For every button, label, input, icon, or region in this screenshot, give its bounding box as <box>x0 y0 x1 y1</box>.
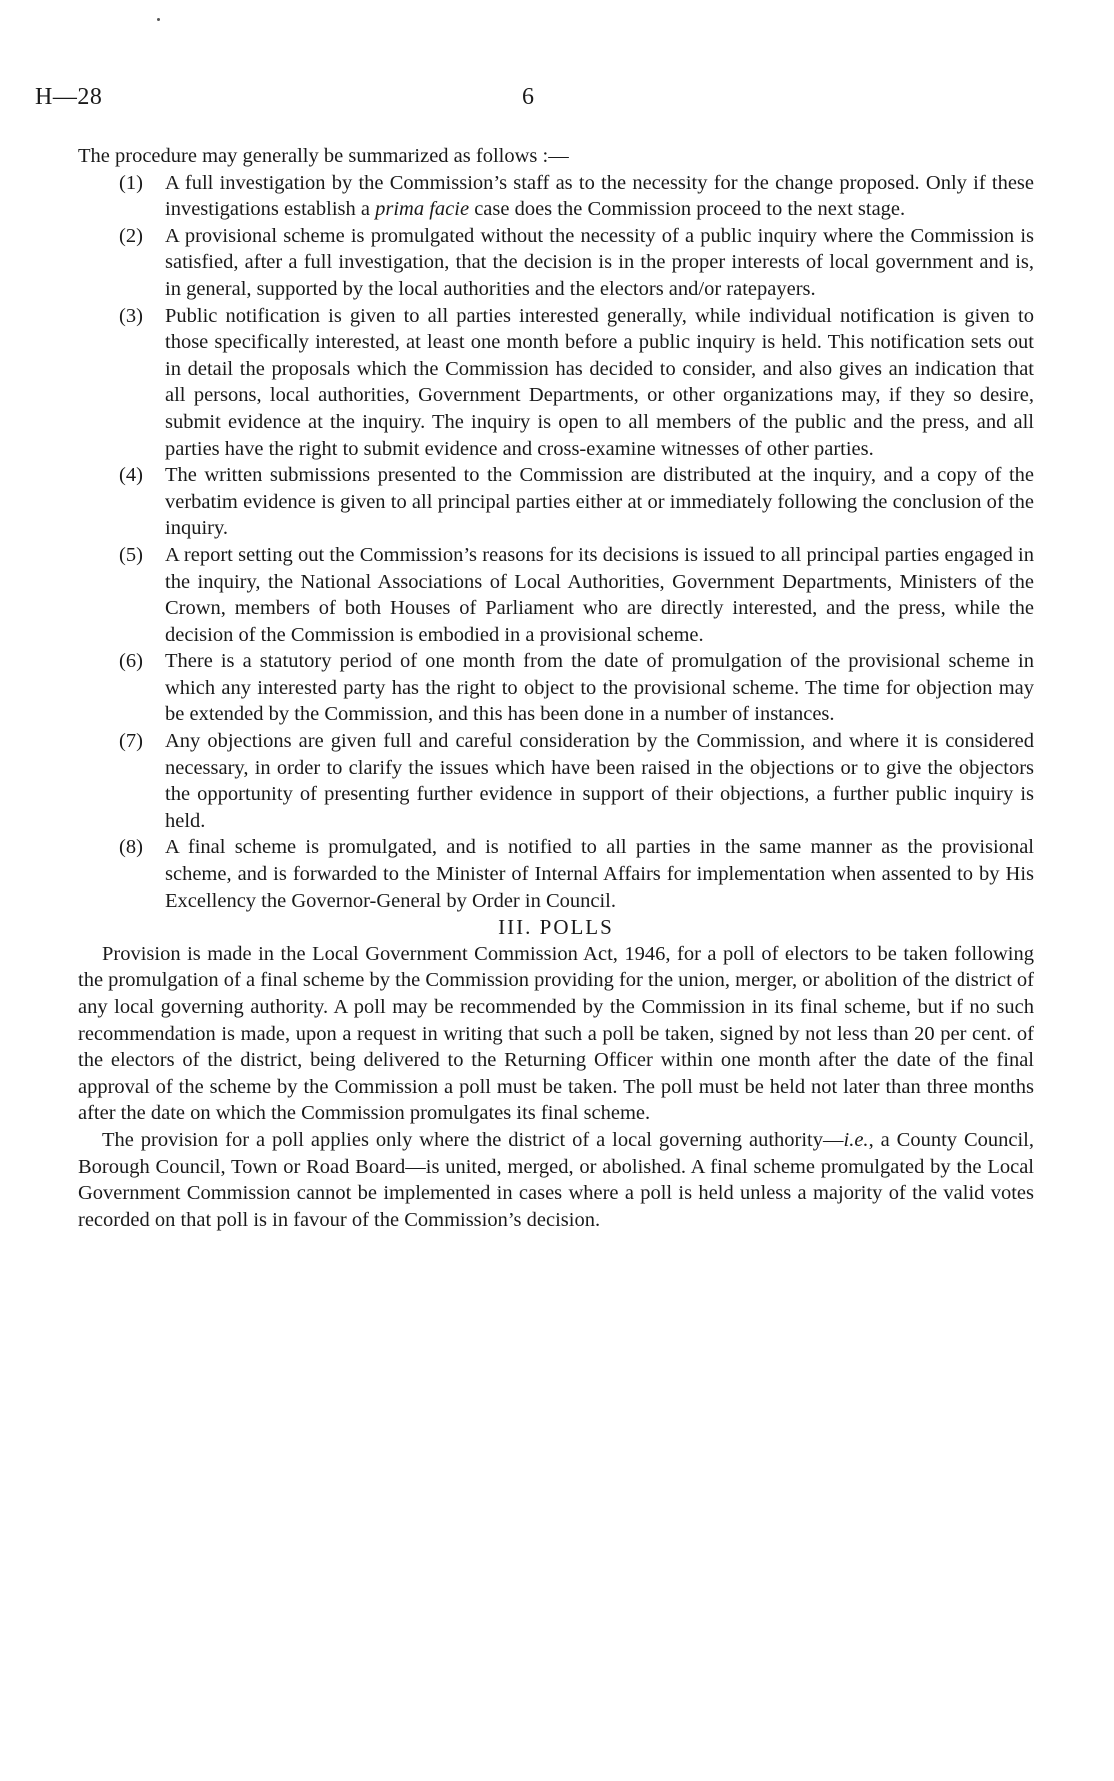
list-item <box>78 648 1034 728</box>
list-item <box>78 223 1034 303</box>
list-item <box>78 170 1034 223</box>
item-text: The written submissions presented to the Commission are distributed at the inquiry, and a copy of the verbatim evidence is given to all principal parties either at or immediately following the conclusion of the inquiry. <box>165 464 1034 540</box>
paragraph-text: , a County Council, Borough Council, Town or Road Board—is united, merged, or abolished. A final scheme promulgated by the Local Government Commission cannot be implemented in cases where a poll is held unless a majority of the valid votes recorded on that poll is in favour of the Commission’s decision. <box>78 1128 1034 1231</box>
list-item <box>78 462 1034 542</box>
scan-speck <box>157 18 160 21</box>
item-text: A report setting out the Commission’s reasons for its decisions is issued to all principal parties engaged in the inquiry, the National Associations of Local Authorities, Government Departments, Ministers of the Crown, members of both Houses of Parliament who are directly interested, and the press, while the decision of the Commission is embodied in a provisional scheme. <box>165 543 1034 646</box>
item-text: Public notification is given to all parties interested generally, while individual notification is given to those specifically interested, at least one month before a public inquiry is held. This notification sets out in detail the proposals which the Commission has decided to consider, and also gives an indication that all persons, local authorities, Government Departments, or other organizations may, if they so desire, submit evidence at the inquiry. The inquiry is open to all members of the public and the press, and all parties have the right to submit evidence and cross-examine witnesses of other parties. <box>165 304 1034 460</box>
item-number: (2) <box>119 224 143 247</box>
section-heading: III. POLLS <box>498 915 614 940</box>
page-header <box>0 84 1114 114</box>
item-number: (4) <box>119 464 143 487</box>
body-paragraph <box>78 1127 1034 1233</box>
item-text: A full investigation by the Commission’s staff as to the necessity for the change proposed. Only if these investigations establish a <box>165 171 1034 221</box>
list-item <box>78 834 1034 914</box>
item-text: There is a statutory period of one month from the date of promulgation of the provisional scheme in which any interested party has the right to object to the provisional scheme. The time for objection may be extended by the Commission, and this has been done in a number of instances. <box>165 650 1034 726</box>
list-item <box>78 728 1034 834</box>
page-body <box>78 143 1034 1233</box>
item-number: (5) <box>119 543 143 566</box>
item-text: A final scheme is promulgated, and is notified to all parties in the same manner as the provisional scheme, and is forwarded to the Minister of Internal Affairs for implementation when assented to by His Excellency the Governor-General by Order in Council. <box>165 836 1034 912</box>
paragraph-text-italic: i.e. <box>843 1128 869 1151</box>
item-text-italic: prima facie <box>375 198 470 221</box>
item-text: Any objections are given full and careful consideration by the Commission, and where it is considered necessary, in order to clarify the issues which have been raised in the objections or to give the objectors the opportunity of presenting further evidence in support of their objections, a further public inquiry is held. <box>165 730 1034 832</box>
item-number: (3) <box>119 304 143 327</box>
document-code: H—28 <box>35 84 103 110</box>
item-number: (8) <box>119 836 143 859</box>
item-text: case does the Commission proceed to the next stage. <box>469 198 906 221</box>
item-text: A provisional scheme is promulgated without the necessity of a public inquiry where the Commission is satisfied, after a full investigation, that the decision is in the proper interests of local government and is, in general, supported by the local authorities and the electors and/or ratepayers. <box>165 224 1034 300</box>
paragraph-text: The provision for a poll applies only where the district of a local governing authority— <box>102 1128 844 1151</box>
page-number: 6 <box>522 84 534 110</box>
body-paragraph: Provision is made in the Local Government Commission Act, 1946, for a poll of electors to be taken following the promulgation of a final scheme by the Commission providing for the union, merger, or abolition of the district of any local governing authority. A poll may be recommended by the Commission in its final scheme, but if no such recommendation is made, upon a request in writing that such a poll be taken, signed by not less than 20 per cent. of the electors of the district, being delivered to the Returning Officer within one month after the date of the final approval of the scheme by the Commission a poll must be taken. The poll must be held not later than three months after the date on which the Commission promulgates its final scheme. <box>78 942 1034 1125</box>
intro-line: The procedure may generally be summarized as follows :— <box>78 145 569 167</box>
item-number: (6) <box>119 650 143 673</box>
item-number: (7) <box>119 730 143 753</box>
item-number: (1) <box>119 171 143 194</box>
list-item <box>78 303 1034 463</box>
list-item <box>78 542 1034 648</box>
